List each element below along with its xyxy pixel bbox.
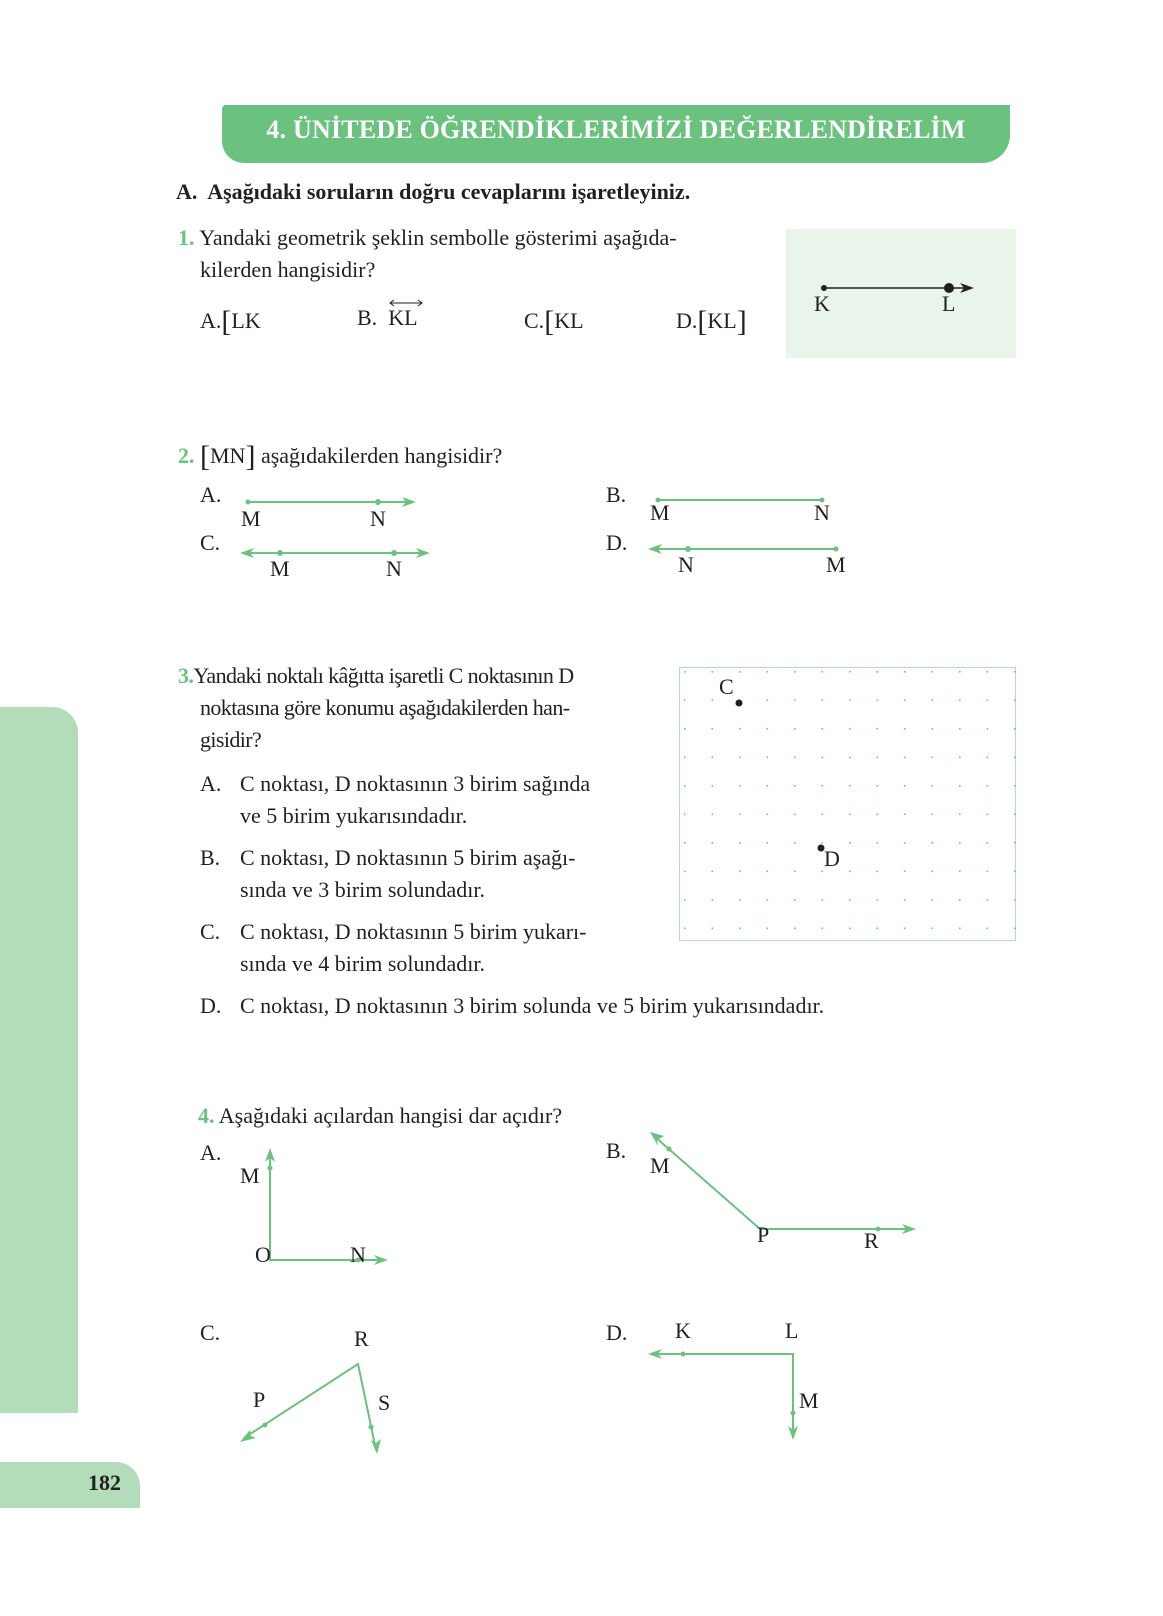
- point-label-m: M: [241, 506, 261, 531]
- option-symbol: LK: [231, 308, 261, 333]
- point-label-r: R: [354, 1326, 369, 1351]
- point-label-m: M: [650, 500, 670, 525]
- point-label-n: N: [678, 552, 694, 577]
- q3-option-d[interactable]: [200, 990, 1000, 1022]
- point-label-m: M: [826, 552, 846, 577]
- q2-option-a[interactable]: [200, 482, 221, 508]
- question-text: Yandaki noktalı kâğıtta işaretli C noktasının D: [193, 663, 574, 688]
- q4-option-c[interactable]: [200, 1320, 220, 1346]
- option-text-cont: ve 5 birim yukarısındadır.: [240, 803, 468, 828]
- option-letter: B.: [200, 845, 221, 870]
- banner-title: 4. ÜNİTEDE ÖĞRENDİKLERİMİZİ DEĞERLENDİRELİM: [266, 115, 966, 144]
- question-1: [178, 222, 677, 286]
- question-3: [178, 660, 574, 756]
- option-letter: D.: [676, 308, 698, 333]
- section-instruction: Aşağıdaki soruların doğru cevaplarını işaretleyiniz.: [207, 179, 691, 204]
- q1-option-b[interactable]: [357, 305, 418, 331]
- page-number: 182: [88, 1470, 121, 1495]
- point-label-n: N: [370, 506, 386, 531]
- point-label-d: D: [824, 846, 840, 871]
- option-symbol: KL: [554, 308, 584, 333]
- q4-option-d[interactable]: [606, 1320, 627, 1346]
- point-label-n: N: [814, 500, 830, 525]
- question-text-cont: gisidir?: [200, 727, 262, 752]
- section-heading: [176, 179, 690, 205]
- question-2: [178, 440, 502, 473]
- option-letter: C.: [200, 1320, 221, 1345]
- q4-option-a[interactable]: [200, 1140, 221, 1166]
- option-letter: B.: [606, 1138, 627, 1163]
- question-text-cont: noktasına göre konumu aşağıdakilerden han-: [200, 695, 570, 720]
- question-text: Yandaki geometrik şeklin sembolle gösterimi aşağıda-: [199, 225, 677, 250]
- point-label-m: M: [650, 1153, 670, 1178]
- option-letter: B.: [606, 482, 627, 507]
- option-letter: A.: [200, 308, 222, 333]
- point-label-n: N: [350, 1242, 366, 1267]
- question-number: 1.: [178, 225, 195, 250]
- unit-review-banner: [222, 105, 1010, 163]
- option-letter: D.: [606, 530, 628, 555]
- question-text: aşağıdakilerden hangisidir?: [260, 443, 503, 468]
- option-text: C noktası, D noktasının 5 birim aşağı-: [240, 845, 576, 870]
- question-number: 4.: [198, 1103, 215, 1128]
- angle-klm-icon: [648, 1348, 808, 1448]
- dot-paper-figure: [679, 667, 1016, 941]
- question-text-cont: kilerden hangisidir?: [200, 257, 376, 282]
- point-label-r: R: [864, 1228, 879, 1253]
- q2-option-c[interactable]: [200, 530, 220, 556]
- option-text: C noktası, D noktasının 5 birim yukarı-: [240, 919, 587, 944]
- option-symbol: KL: [707, 308, 737, 333]
- option-letter: C.: [524, 308, 545, 333]
- angle-mpr-icon: [648, 1132, 928, 1242]
- option-symbol: KL: [388, 305, 418, 330]
- point-label-k: K: [675, 1318, 691, 1343]
- option-letter: A.: [200, 771, 222, 796]
- point-label-p: P: [757, 1222, 770, 1247]
- angle-mon-icon: [262, 1148, 402, 1278]
- question-text: Aşağıdaki açılardan hangisi dar açıdır?: [218, 1103, 563, 1128]
- point-label-p: P: [253, 1387, 266, 1412]
- point-label-m: M: [240, 1163, 260, 1188]
- dot-grid: [680, 668, 1017, 942]
- q1-option-c[interactable]: [524, 305, 584, 339]
- option-letter: A.: [200, 482, 222, 507]
- bracket-close: ]: [245, 440, 256, 473]
- point-label-c: C: [719, 674, 734, 699]
- q2-option-b[interactable]: [606, 482, 626, 508]
- q2-option-d[interactable]: [606, 530, 627, 556]
- section-letter: A.: [176, 179, 198, 204]
- bracket-close: ]: [736, 305, 747, 338]
- point-label-l: L: [785, 1318, 799, 1343]
- option-text-cont: sında ve 3 birim solundadır.: [240, 877, 486, 902]
- point-label-l: L: [942, 291, 956, 316]
- option-letter: B.: [357, 305, 378, 330]
- point-label-s: S: [378, 1390, 391, 1415]
- q3-option-b[interactable]: [200, 842, 660, 906]
- q3-option-c[interactable]: [200, 916, 660, 980]
- page-number-tab: [0, 1462, 140, 1508]
- option-text: C noktası, D noktasının 3 birim solunda ve 5 birim yukarısındadır.: [240, 993, 825, 1018]
- option-letter: D.: [606, 1320, 628, 1345]
- point-label-m: M: [270, 556, 290, 581]
- ray-mn-icon: [240, 492, 440, 512]
- option-letter: C.: [200, 530, 221, 555]
- option-letter: A.: [200, 1140, 222, 1165]
- question-4: [198, 1100, 562, 1132]
- double-arrow-overline-icon: [388, 299, 424, 309]
- point-label-k: K: [814, 291, 830, 316]
- q3-option-a[interactable]: [200, 768, 660, 832]
- option-letter: D.: [200, 993, 222, 1018]
- option-letter: C.: [200, 919, 221, 944]
- option-text-cont: sında ve 4 birim solundadır.: [240, 951, 486, 976]
- point-label-m: M: [799, 1388, 819, 1413]
- bracket-open: [: [221, 305, 232, 338]
- q1-figure: [786, 229, 1016, 358]
- bracket-open: [: [697, 305, 708, 338]
- point-label-n: N: [386, 556, 402, 581]
- q1-option-d[interactable]: [676, 305, 747, 339]
- bracket-open: [: [544, 305, 555, 338]
- q4-option-b[interactable]: [606, 1138, 626, 1164]
- q1-option-a[interactable]: [200, 305, 261, 339]
- side-tab-decoration: [0, 707, 78, 1413]
- question-number: 2.: [178, 443, 195, 468]
- bracket-open: [: [200, 440, 210, 473]
- segment-symbol: MN: [210, 443, 246, 468]
- question-number: 3.: [178, 663, 194, 688]
- option-text: C noktası, D noktasının 3 birim sağında: [240, 771, 591, 796]
- point-label-o: O: [255, 1242, 271, 1267]
